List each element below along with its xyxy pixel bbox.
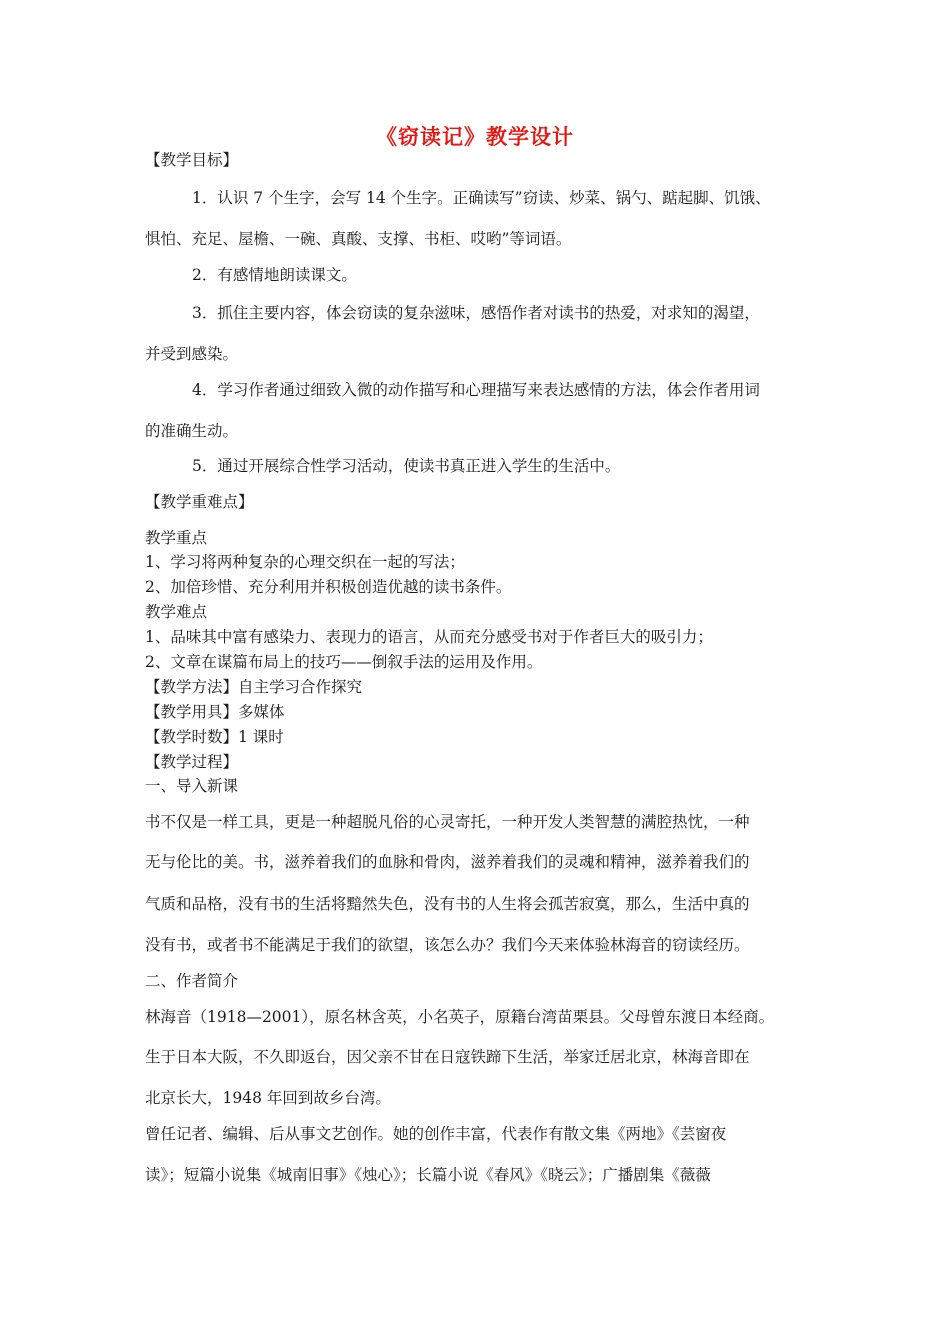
author-paragraph-line-2: 生于日本大阪，不久即返台，因父亲不甘在日寇铁蹄下生活，举家迁居北京，林海音即在 (145, 1048, 750, 1066)
heading-process: 【教学过程】 (145, 753, 239, 771)
author-works-line-1: 曾任记者、编辑、后从事文艺创作。她的创作丰富，代表作有散文集《两地》《芸窗夜 (145, 1125, 727, 1143)
author-works-line-2: 读》；短篇小说集《城南旧事》《烛心》；长篇小说《春风》《晓云》；广播剧集《薇薇 (145, 1166, 711, 1184)
document-title: 《窃读记》教学设计 (376, 125, 574, 149)
heading-objectives: 【教学目标】 (145, 151, 239, 169)
focus-item-2: 2、加倍珍惜、充分利用并积极创造优越的读书条件。 (145, 578, 512, 596)
objective-3-line-2: 并受到感染。 (145, 345, 239, 363)
objective-1-line-1: 1．认识 7 个生字，会写 14 个生字。正确读写”窃读、炒菜、锅勺、踮起脚、饥饿、 (192, 189, 771, 207)
author-paragraph-line-3: 北京长大，1948 年回到故乡台湾。 (145, 1089, 391, 1107)
difficulty-item-2: 2、文章在谋篇布局上的技巧——倒叙手法的运用及作用。 (145, 653, 543, 671)
difficulty-item-1: 1、品味其中富有感染力、表现力的语言，从而充分感受书对于作者巨大的吸引力； (145, 628, 713, 646)
objective-4-line-1: 4．学习作者通过细致入微的动作描写和心理描写来表达感情的方法，体会作者用词 (192, 381, 760, 399)
section-author-heading: 二、作者简介 (145, 972, 239, 990)
subheading-difficulty: 教学难点 (145, 603, 208, 621)
objective-2: 2．有感情地朗读课文。 (192, 266, 357, 284)
section-intro-heading: 一、导入新课 (145, 777, 239, 795)
author-paragraph-line-1: 林海音（1918—2001），原名林含英，小名英子，原籍台湾苗栗县。父母曾东渡日本经商。 (145, 1008, 775, 1026)
objective-4-line-2: 的准确生动。 (145, 422, 239, 440)
teaching-hours: 【教学时数】1 课时 (145, 728, 284, 746)
intro-paragraph-line-1: 书不仅是一样工具，更是一种超脱凡俗的心灵寄托，一种开发人类智慧的满腔热忱，一种 (145, 813, 750, 831)
intro-paragraph-line-3: 气质和品格，没有书的生活将黯然失色，没有书的人生将会孤苦寂寞，那么，生活中真的 (145, 895, 750, 913)
subheading-focus: 教学重点 (145, 529, 208, 547)
objective-1-line-2: 惧怕、充足、屋檐、一碗、真酸、支撑、书柜、哎哟”等词语。 (145, 230, 572, 248)
objective-5: 5．通过开展综合性学习活动，使读书真正进入学生的生活中。 (192, 457, 621, 475)
intro-paragraph-line-4: 没有书，或者书不能满足于我们的欲望，该怎么办？我们今天来体验林海音的窃读经历。 (145, 936, 750, 954)
heading-key-points: 【教学重难点】 (145, 493, 254, 511)
objective-3-line-1: 3．抓住主要内容，体会窃读的复杂滋味，感悟作者对读书的热爱，对求知的渴望， (192, 304, 760, 322)
intro-paragraph-line-2: 无与伦比的美。书，滋养着我们的血脉和骨肉，滋养着我们的灵魂和精神，滋养着我们的 (145, 853, 750, 871)
teaching-tools: 【教学用具】多媒体 (145, 703, 285, 721)
teaching-method: 【教学方法】自主学习合作探究 (145, 678, 363, 696)
focus-item-1: 1、学习将两种复杂的心理交织在一起的写法； (145, 553, 465, 571)
